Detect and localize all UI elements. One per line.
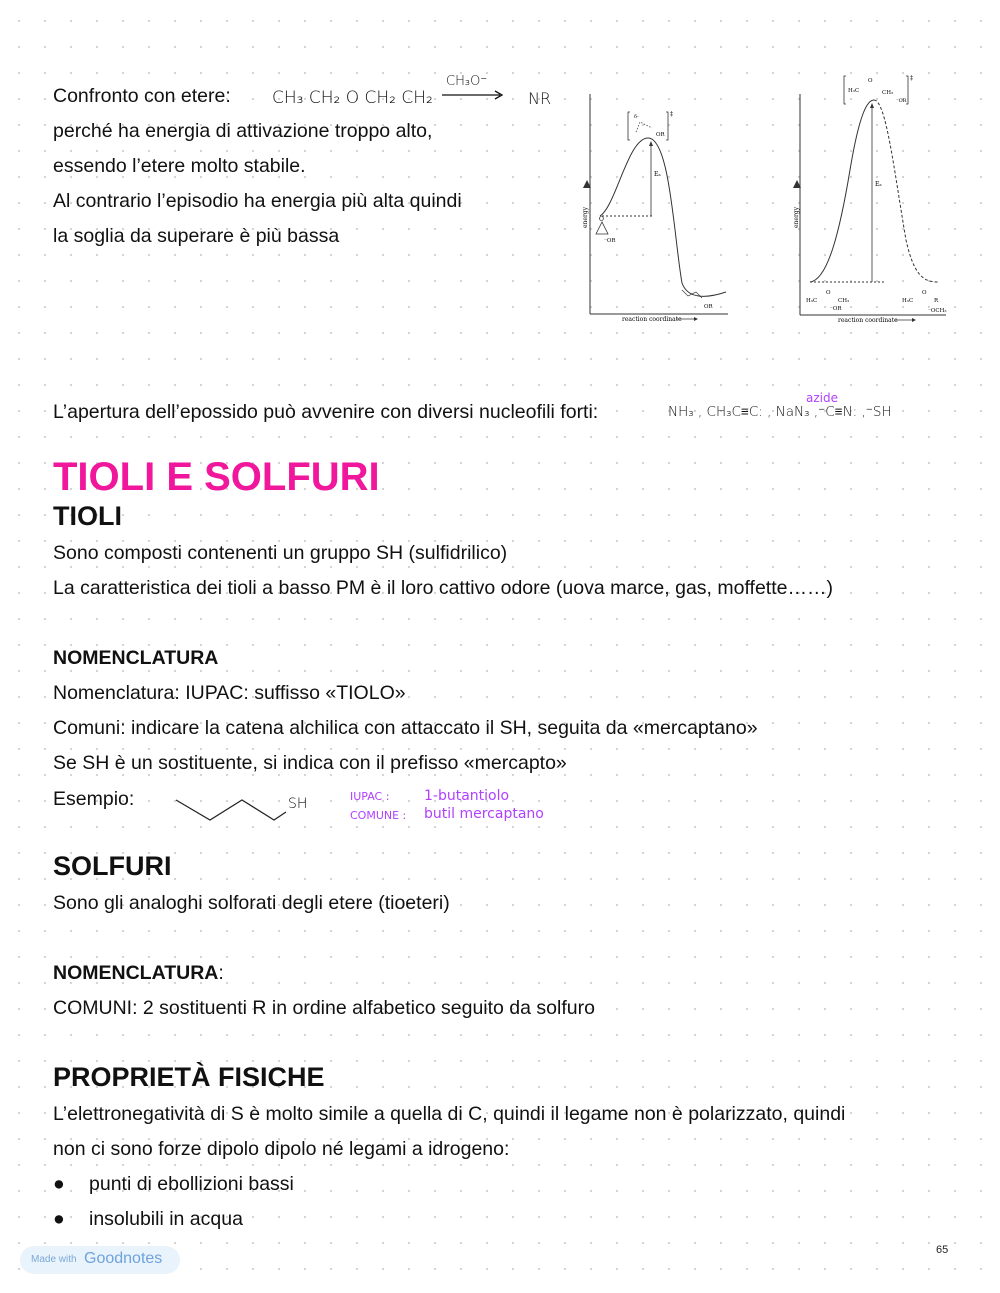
- ts-or: ⁻OR: [896, 98, 907, 104]
- solfuri-nomenclature-heading: [53, 961, 224, 985]
- product-och3: ⁻OCH₃: [928, 308, 947, 314]
- example-label: Esempio:: [53, 788, 135, 810]
- product-o: O: [922, 290, 927, 296]
- proprieta-line-2: non ci sono forze dipolo dipolo né legami a idrogeno:: [53, 1138, 510, 1160]
- common-name: butil mercaptano: [424, 806, 544, 822]
- solfuri-nomenclature-title: NOMENCLATURA: [53, 962, 219, 984]
- solfuri-heading: SOLFURI: [53, 851, 172, 881]
- ts-mark: ‡: [670, 111, 673, 118]
- made-with-label: Made with: [31, 1254, 77, 1265]
- tioli-line-2: La caratteristica dei tioli a basso PM è il loro cattivo odore (uova marce, gas, moffette……): [53, 577, 833, 599]
- energy-diagram-ether: [788, 70, 958, 330]
- page-title: TIOLI E SOLFURI: [53, 455, 380, 499]
- iupac-name: 1-butantiolo: [424, 788, 510, 804]
- intro-line-5: la soglia da superare è più bassa: [53, 225, 340, 247]
- reactant-h3c: H₃C: [806, 298, 818, 304]
- intro-line-2: perché ha energia di attivazione troppo alto,: [53, 120, 433, 142]
- goodnotes-badge[interactable]: [20, 1246, 180, 1274]
- epoxide-o-label: O: [599, 216, 604, 223]
- page-number: 65: [936, 1244, 949, 1256]
- ts-h3c: H₃C: [848, 88, 860, 94]
- goodnotes-logo: Goodnotes: [84, 1250, 163, 1267]
- intro-line-3: essendo l’etere molto stabile.: [53, 155, 306, 177]
- reactant-o: O: [826, 290, 831, 296]
- product-h3c: H₃C: [902, 298, 914, 304]
- tioli-nom-1: Nomenclatura: IUPAC: suffisso «TIOLO»: [53, 682, 406, 704]
- intro-line-4: Al contrario l’episodio ha energia più alta quindi: [53, 190, 462, 212]
- proprieta-line-1: L’elettronegatività di S è molto simile a quella di C, quindi il legame non è polarizzato, quindi: [53, 1103, 846, 1125]
- no-reaction-label: NR: [528, 89, 552, 108]
- reactant-or: ⁻OR: [830, 306, 842, 312]
- bullet-text: punti di ebollizioni bassi: [89, 1173, 294, 1195]
- ts-ch3: CH₃: [882, 90, 894, 96]
- solfuri-nomenclature-colon: :: [218, 962, 224, 984]
- bullet-text: insolubili in acqua: [89, 1208, 243, 1230]
- tioli-nomenclature-heading: NOMENCLATURA: [53, 647, 219, 669]
- ea-label: Eₐ: [654, 171, 661, 178]
- solfuri-nom-1: COMUNI: 2 sostituenti R in ordine alfabetico seguito da solfuro: [53, 997, 595, 1019]
- product-r: R: [934, 298, 939, 304]
- common-label: COMUNE :: [350, 809, 407, 822]
- tioli-heading: TIOLI: [53, 501, 122, 531]
- x-axis-label: reaction coordinate: [838, 317, 898, 324]
- reagent-label: CH₃O⁻: [446, 74, 488, 89]
- azide-annotation: azide: [806, 391, 838, 405]
- delta-label: δ-: [634, 114, 639, 120]
- ether-formula: CH₃ CH₂ O CH₂ CH₂: [272, 88, 433, 108]
- product-label: OR: [704, 304, 713, 310]
- proprieta-heading: PROPRIETÀ FISICHE: [53, 1062, 325, 1092]
- intro-label: Confronto con etere:: [53, 85, 231, 107]
- nucleophile-list: NH₃ , CH₃C≡C: , NaN₃ ,⁻C≡N: ,⁻SH: [668, 404, 892, 420]
- energy-diagram-epoxide: [578, 88, 738, 328]
- sh-group-label: SH: [288, 796, 308, 812]
- reactant-label: ⁻OR: [604, 238, 616, 244]
- ts-or-label: OR: [656, 132, 665, 138]
- butanethiol-structure: [172, 796, 292, 826]
- ea-label: Eₐ: [875, 181, 882, 188]
- tioli-nom-2: Comuni: indicare la catena alchilica con attaccato il SH, seguita da «mercaptano»: [53, 717, 758, 739]
- ts-o: O: [868, 78, 873, 84]
- intro-line-1: [53, 84, 231, 108]
- y-axis-label: energy: [793, 206, 800, 228]
- y-axis-label: energy: [582, 206, 589, 228]
- epoxide-line: L’apertura dell’epossido può avvenire con diversi nucleofili forti:: [53, 401, 599, 423]
- reactant-ch3: CH₃: [838, 298, 850, 304]
- tioli-nom-3: Se SH è un sostituente, si indica con il prefisso «mercapto»: [53, 752, 567, 774]
- solfuri-line-1: Sono gli analoghi solforati degli etere (tioeteri): [53, 892, 450, 914]
- iupac-label: IUPAC :: [350, 790, 390, 803]
- reaction-arrow: [440, 90, 506, 100]
- list-item: [53, 1172, 294, 1196]
- ts-mark: ‡: [910, 75, 913, 82]
- bullet-glyph: ●: [53, 1173, 65, 1195]
- tioli-line-1: Sono composti contenenti un gruppo SH (sulfidrilico): [53, 542, 508, 564]
- x-axis-label: reaction coordinate: [622, 316, 682, 323]
- list-item: [53, 1207, 243, 1231]
- bullet-glyph: ●: [53, 1208, 65, 1230]
